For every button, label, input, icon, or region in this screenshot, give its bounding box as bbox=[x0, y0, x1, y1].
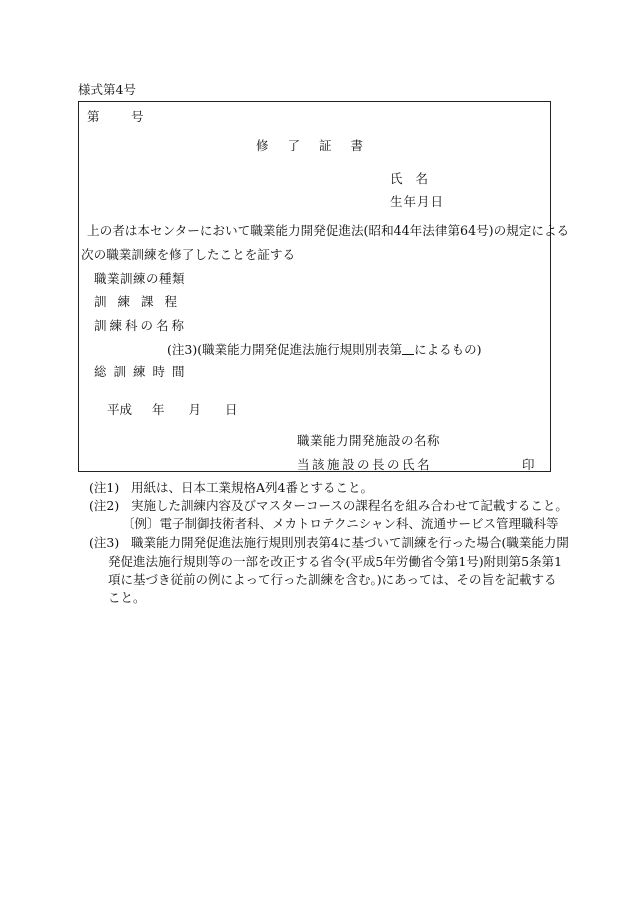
note3-text-line-1: 職業能力開発促進法施行規則別表第4に基づいて訓練を行った場合(職業能力開 bbox=[131, 535, 569, 550]
training-type-label: 職業訓練の種類 bbox=[94, 271, 186, 286]
blank-underline bbox=[402, 342, 414, 355]
certificate-number-suffix: 号 bbox=[131, 109, 144, 124]
note3-inline-reference bbox=[167, 342, 481, 357]
date-day: 日 bbox=[225, 402, 238, 417]
date-era: 平成 bbox=[107, 402, 133, 417]
facility-name-label: 職業能力開発施設の名称 bbox=[297, 433, 441, 448]
certificate-title: 修了証書 bbox=[256, 138, 383, 153]
note2-example: 〔例〕電子制御技術者科、メカトロテクニシャン科、流通サービス管理職科等 bbox=[122, 516, 559, 531]
note3-inline-before: (注3)(職業能力開発促進法施行規則別表第 bbox=[167, 342, 403, 357]
note2-label: (注2) bbox=[89, 498, 120, 513]
certification-text-line-1: 上の者は本センターにおいて職業能力開発促進法(昭和44年法律第64号)の規定による bbox=[87, 223, 570, 238]
training-course-label: 訓練課程 bbox=[94, 294, 189, 309]
note3-text-line-4: こと。 bbox=[108, 590, 146, 605]
certificate-number-prefix: 第 bbox=[87, 109, 100, 124]
certification-text-line-2: 次の職業訓練を修了したことを証する bbox=[81, 247, 296, 262]
birthdate-label: 生年月日 bbox=[390, 194, 445, 209]
note3-text-line-3: 項に基づき従前の例によって行った訓練を含む。)にあっては、その旨を記載する bbox=[108, 572, 557, 587]
date-year: 年 bbox=[152, 402, 165, 417]
name-label: 氏名 bbox=[390, 171, 442, 186]
note1-label: (注1) bbox=[89, 480, 120, 495]
note2-text: 実施した訓練内容及びマスターコースの課程名を組み合わせて記載すること。 bbox=[131, 498, 568, 513]
date-month: 月 bbox=[188, 402, 202, 417]
seal-mark: 印 bbox=[522, 457, 535, 472]
training-department-label: 訓練科の名称 bbox=[94, 318, 188, 333]
form-number-label: 様式第4号 bbox=[78, 82, 136, 97]
note3-label: (注3) bbox=[89, 535, 120, 550]
total-training-hours-label: 総訓練時間 bbox=[94, 364, 192, 379]
note3-text-line-2: 発促進法施行規則等の一部を改正する省令(平成5年労働省令第1号)附則第5条第1 bbox=[108, 554, 563, 569]
note3-inline-after: によるもの) bbox=[414, 342, 482, 357]
facility-head-label: 当該施設の長の氏名 bbox=[297, 457, 433, 472]
note1-text: 用紙は、日本工業規格A列4番とすること。 bbox=[131, 480, 373, 495]
issue-date-line bbox=[107, 402, 238, 417]
